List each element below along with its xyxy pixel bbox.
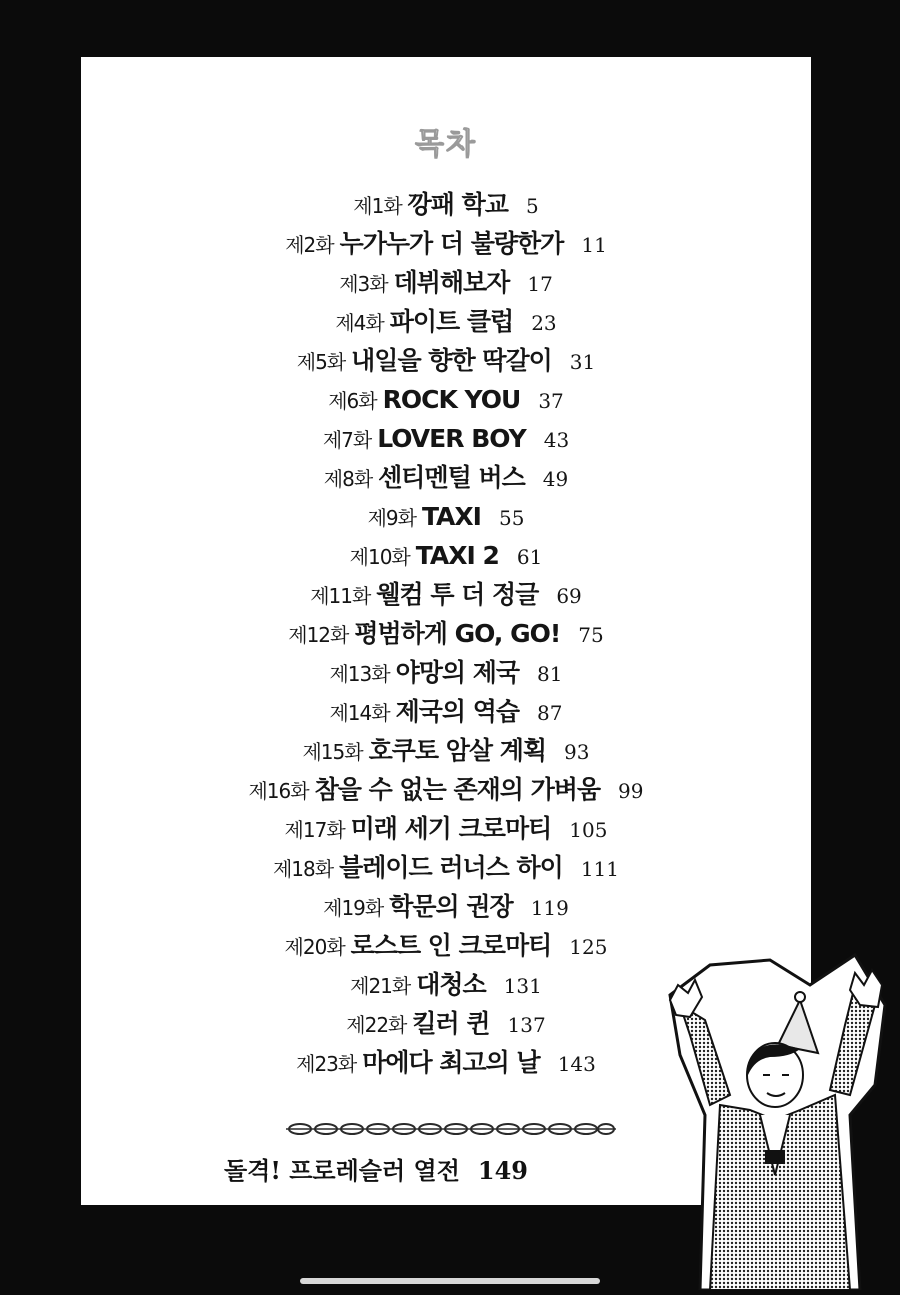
episode-number: 제23화 (296, 1052, 357, 1076)
page-number: 61 (516, 545, 543, 569)
episode-number: 제17화 (284, 818, 345, 842)
episode-title: 웰컴 투 더 정글 (376, 580, 539, 609)
episode-number: 제2화 (285, 233, 334, 257)
toc-entry (81, 419, 811, 458)
page-number: 55 (498, 506, 525, 530)
episode-title: 블레이드 러너스 하이 (339, 853, 563, 882)
toc-title: 목차 (415, 127, 477, 162)
episode-number: 제1화 (353, 194, 402, 218)
episode-title: 미래 세기 크로마티 (350, 814, 552, 843)
bonus-entry (81, 1151, 671, 1186)
page-number: 119 (530, 896, 569, 920)
page-number: 81 (537, 662, 563, 686)
toc-entry (81, 185, 811, 224)
episode-title: TAXI (421, 502, 481, 531)
page-number: 43 (543, 428, 570, 452)
toc-entry (81, 380, 811, 419)
toc-entry (81, 848, 811, 887)
page-number: 87 (537, 701, 563, 725)
episode-number: 제14화 (329, 701, 390, 725)
episode-title: 야망의 제국 (395, 658, 520, 687)
episode-number: 제22화 (346, 1013, 407, 1037)
page-number: 125 (569, 935, 608, 959)
page-number: 111 (580, 857, 620, 881)
toc-entry (81, 497, 811, 536)
page-number: 11 (581, 233, 607, 257)
episode-number: 제7화 (322, 428, 372, 452)
episode-number: 제16화 (248, 779, 309, 803)
page-number: 23 (531, 311, 557, 335)
episode-title: 데뷔해보자 (393, 268, 510, 297)
episode-title: ROCK YOU (382, 385, 521, 414)
episode-title: 학문의 권장 (389, 892, 513, 921)
bonus-title: 돌격! 프로레슬러 열전 (223, 1156, 460, 1185)
toc-entry (81, 614, 811, 653)
toc-entry (81, 770, 811, 809)
episode-title: 마에다 최고의 날 (362, 1048, 540, 1077)
page-number: 143 (557, 1052, 596, 1076)
toc-entry (81, 653, 811, 692)
toc-entry (81, 263, 811, 302)
page-number: 131 (503, 974, 542, 998)
page-number: 37 (538, 389, 564, 413)
toc-entry (81, 809, 811, 848)
episode-title: 대청소 (416, 970, 486, 999)
toc-entry (81, 536, 811, 575)
toc-entry (81, 302, 811, 341)
episode-title: 킬러 퀸 (412, 1009, 490, 1038)
page-number: 105 (569, 818, 608, 842)
page-number: 137 (507, 1013, 546, 1037)
episode-number: 제8화 (323, 467, 373, 491)
bonus-page-number: 149 (477, 1156, 528, 1185)
home-indicator-bar[interactable] (300, 1278, 600, 1284)
episode-number: 제10화 (349, 545, 410, 569)
episode-number: 제12화 (288, 623, 349, 647)
page-number: 69 (556, 584, 582, 608)
episode-number: 제13화 (329, 662, 390, 686)
episode-title: 누가누가 더 불량한가 (339, 229, 564, 258)
episode-number: 제5화 (296, 350, 346, 374)
episode-number: 제6화 (328, 389, 377, 413)
page-number: 93 (564, 740, 590, 764)
episode-title: 깡패 학교 (407, 190, 508, 219)
chain-divider (286, 1120, 616, 1138)
episode-title: 파이트 클럽 (389, 307, 514, 336)
episode-title: 호쿠토 암살 계획 (368, 736, 547, 765)
episode-title: 평범하게 GO, GO! (354, 619, 561, 648)
cheering-man-illustration (650, 945, 890, 1290)
episode-number: 제18화 (272, 857, 334, 881)
episode-title: 로스트 인 크로마티 (350, 931, 552, 960)
toc-entry (81, 224, 811, 263)
episode-title: LOVER BOY (377, 424, 526, 453)
episode-title: TAXI 2 (415, 541, 499, 570)
episode-title: 센티멘털 버스 (378, 463, 525, 492)
page-number: 5 (525, 194, 539, 218)
page-number: 99 (618, 779, 644, 803)
episode-number: 제4화 (335, 311, 384, 335)
episode-title: 참을 수 없는 존재의 가벼움 (314, 775, 601, 804)
toc-entry (81, 341, 811, 380)
episode-number: 제11화 (310, 584, 371, 608)
toc-entry (81, 692, 811, 731)
toc-entry (81, 887, 811, 926)
toc-entry (81, 458, 811, 497)
toc-entry (81, 731, 811, 770)
episode-title: 제국의 역습 (395, 697, 520, 726)
toc-entry (81, 575, 811, 614)
page-number: 75 (578, 623, 604, 647)
page-number: 49 (542, 467, 569, 491)
episode-number: 제21화 (350, 974, 411, 998)
episode-title: 내일을 향한 딱갈이 (351, 346, 552, 375)
episode-number: 제15화 (302, 740, 363, 764)
episode-number: 제20화 (284, 935, 345, 959)
episode-number: 제19화 (323, 896, 384, 920)
page-number: 17 (527, 272, 553, 296)
episode-number: 제3화 (339, 272, 388, 296)
episode-number: 제9화 (367, 506, 416, 530)
page-number: 31 (569, 350, 596, 374)
